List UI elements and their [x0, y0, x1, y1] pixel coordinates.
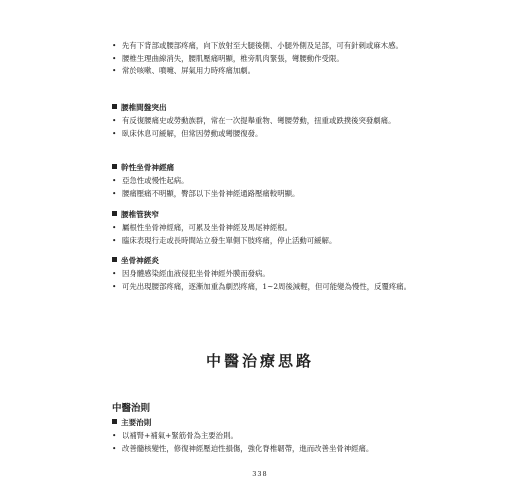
intro-bullet-list	[112, 40, 412, 78]
section-bullet-list	[112, 222, 412, 247]
list-item: • 改善髓核變性，修復神經壓迫性損傷，強化脊椎韌帶，進而改善坐骨神經痛。	[112, 443, 412, 456]
principle-bullet-list	[112, 430, 412, 455]
list-item: • 以補腎+補氣+緊筋骨為主要治則。	[112, 430, 412, 443]
list-item: • 腰椎生理曲線消失，腰肌壓痛明顯，椎旁肌肉緊張，彎腰動作受限。	[112, 53, 412, 66]
list-item: • 臨床表現行走或長時間站立發生單側下肢疼痛，停止活動可緩解。	[112, 235, 412, 248]
square-bullet-icon	[112, 164, 117, 169]
list-item: • 屬根性坐骨神經痛，可累及坐骨神經及馬尾神經根。	[112, 222, 412, 235]
list-item: • 亞急性或慢性起病。	[112, 175, 412, 188]
section-heading: 腰椎間盤突出	[112, 103, 167, 113]
square-bullet-icon	[112, 419, 117, 424]
list-item: • 先有下背部或腰部疼痛，向下放射至大腿後側、小腿外側及足部，可有針刺或麻木感。	[112, 40, 412, 53]
chapter-title: 中醫治療思路	[205, 352, 314, 370]
section-bullet-list	[112, 268, 412, 293]
square-bullet-icon	[112, 104, 117, 109]
list-item: • 常於咳嗽、噴嚏、屏氣用力時疼痛加劇。	[112, 65, 412, 78]
list-item: • 可先出現腰部疼痛，逐漸加重為劇烈疼痛，1~2周後減輕，但可能變為慢性，反覆疼痛。	[112, 281, 412, 294]
square-bullet-icon	[112, 211, 117, 216]
section-heading: 幹性坐骨神經痛	[112, 163, 174, 173]
list-item: • 腰痛壓痛不明顯，臀部以下坐骨神經通路壓痛較明顯。	[112, 188, 412, 201]
principle-heading: 主要治則	[112, 418, 151, 428]
page-number: 338	[252, 470, 268, 478]
list-item: • 臥床休息可緩解，但常因勞動或彎腰復發。	[112, 128, 412, 141]
section-bullet-list	[112, 175, 412, 200]
list-item: • 有反復腰痛史或勞動族群，常在一次提舉重物、彎腰勞動，扭重或跌撲後突發劇痛。	[112, 115, 412, 128]
section-bullet-list	[112, 115, 412, 140]
section-heading: 腰椎管狹窄	[112, 210, 159, 220]
square-bullet-icon	[112, 257, 117, 262]
list-item: • 因身體感染經血液侵犯坐骨神經外膜而發病。	[112, 268, 412, 281]
section-heading: 坐骨神經炎	[112, 256, 159, 266]
section-title: 中醫治則	[112, 403, 151, 414]
